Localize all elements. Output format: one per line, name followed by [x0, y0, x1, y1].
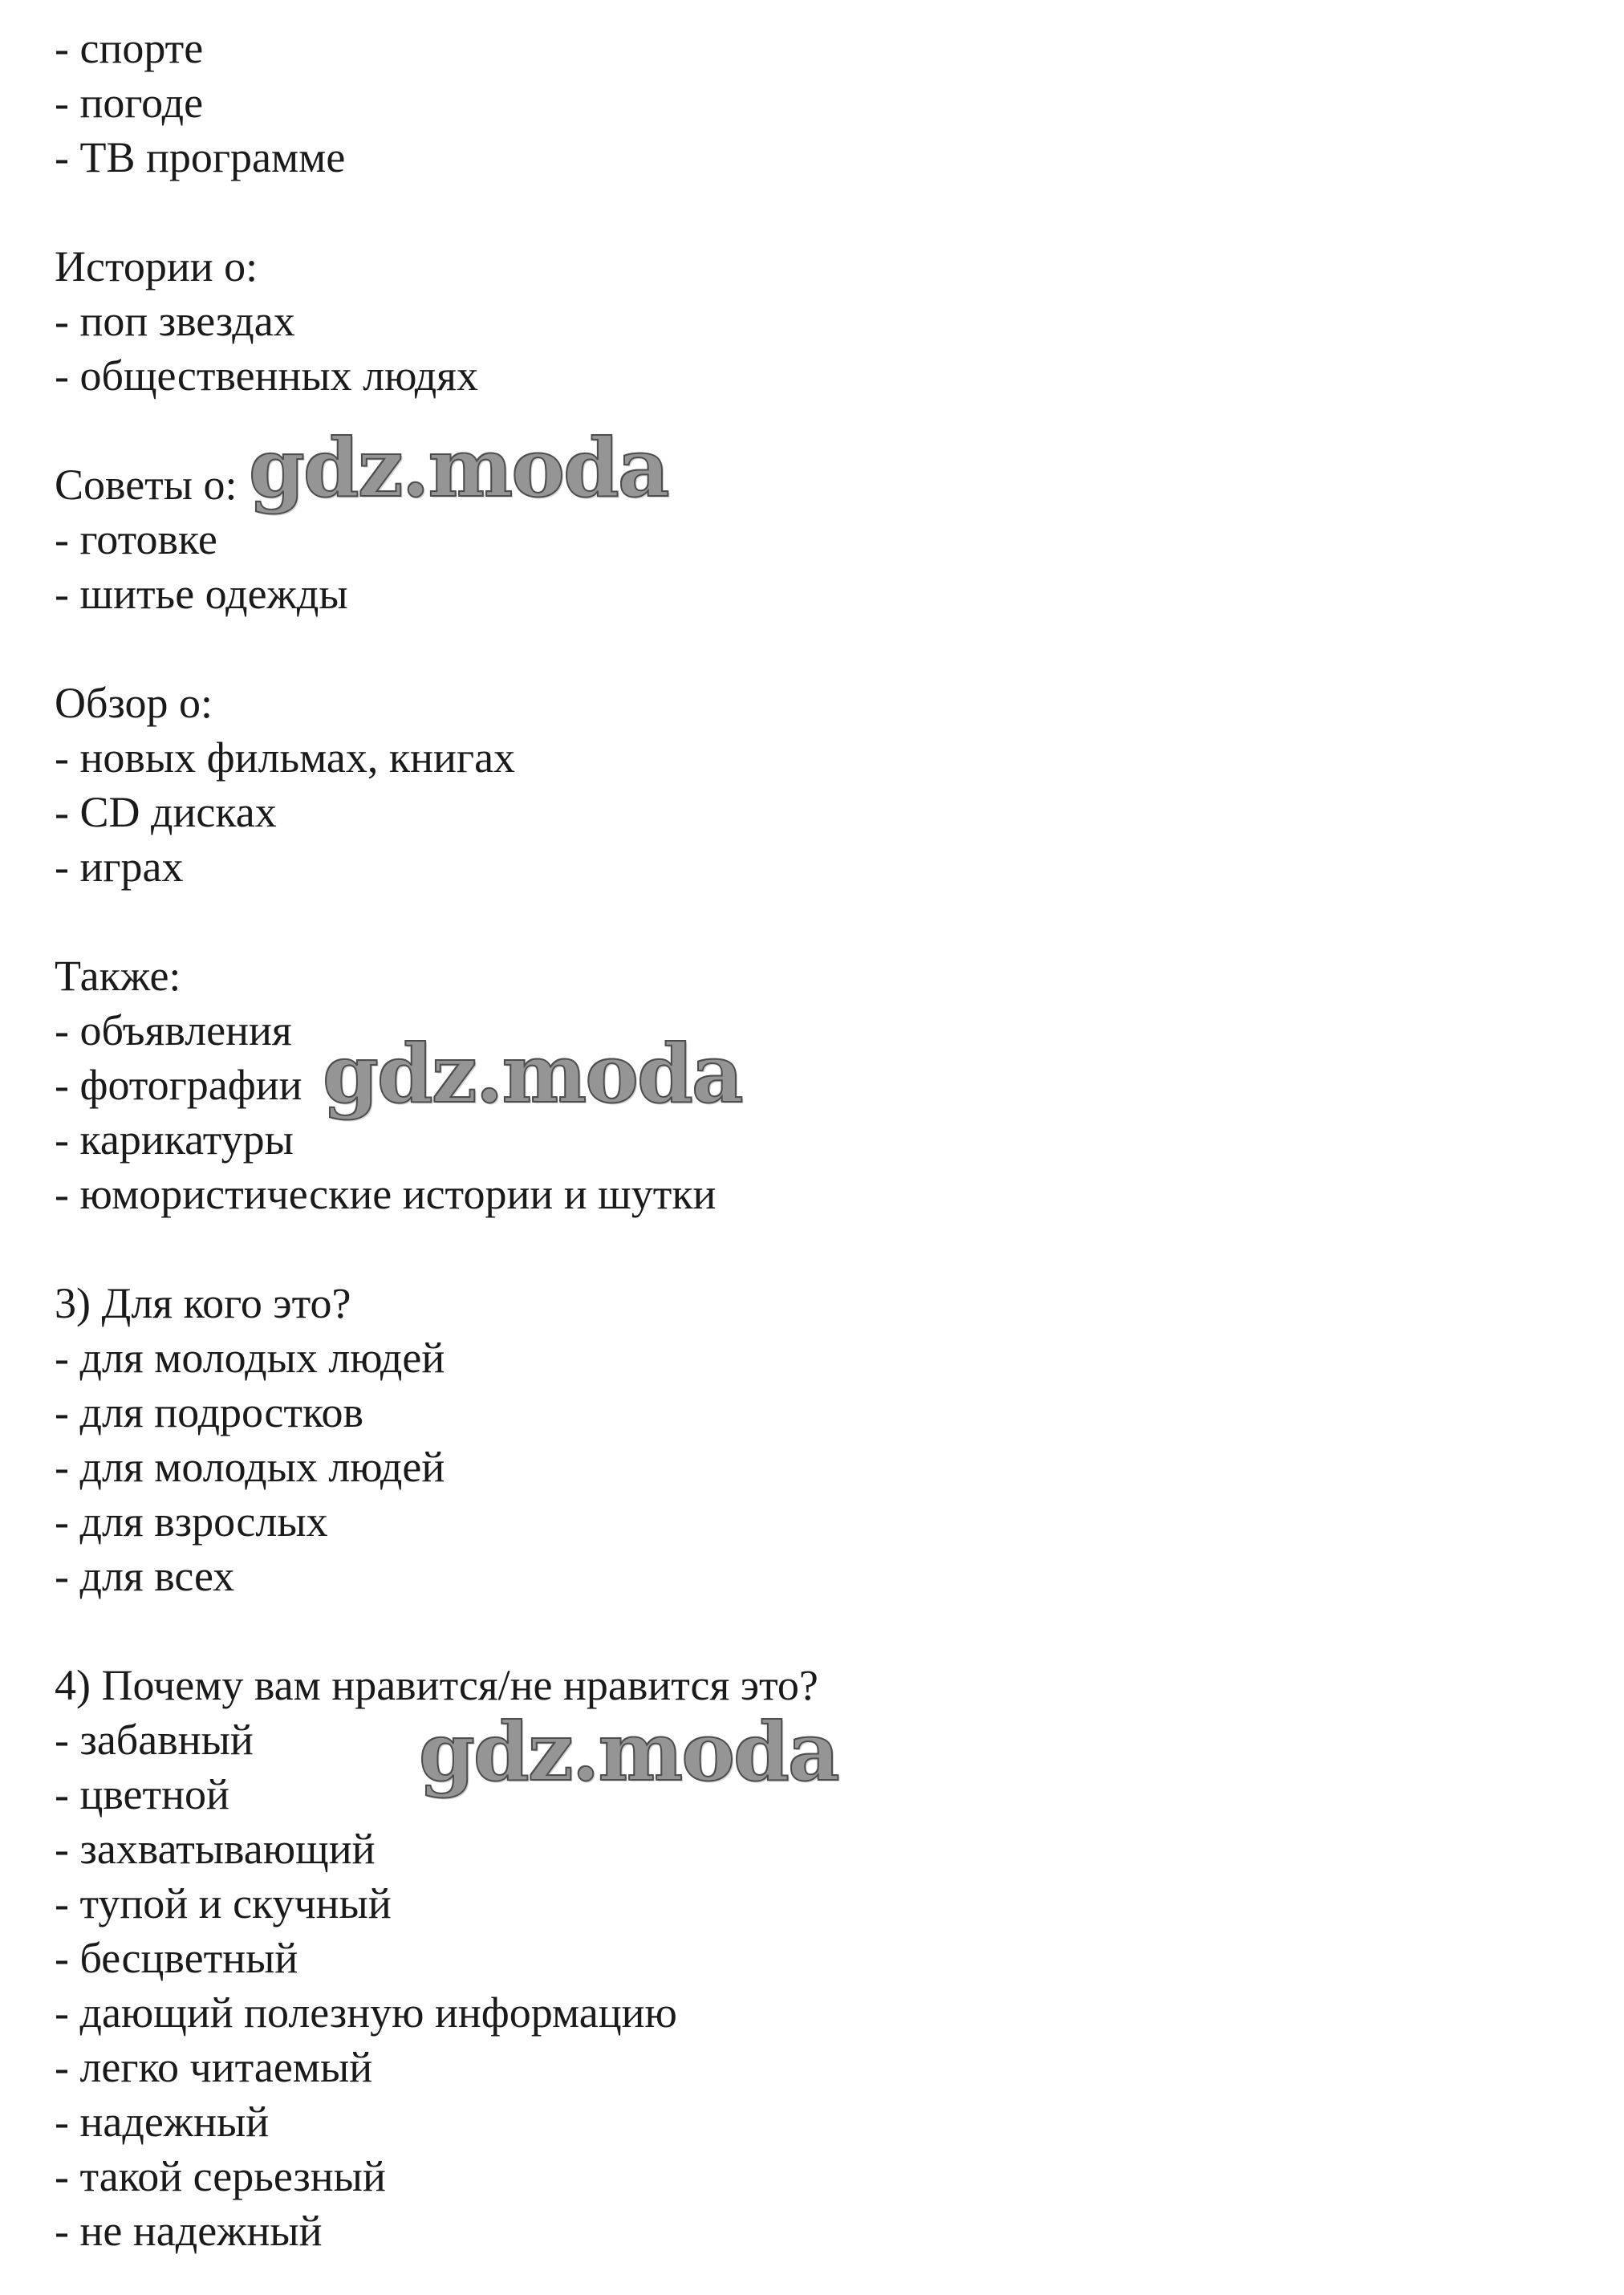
- list-item: - карикатуры: [55, 1115, 294, 1164]
- section-heading: 3) Для кого это?: [55, 1279, 351, 1327]
- list-item: - для взрослых: [55, 1497, 328, 1546]
- list-item: - для подростков: [55, 1388, 363, 1436]
- list-item: - легко читаемый: [55, 2043, 373, 2091]
- list-item: - тупой и скучный: [55, 1879, 392, 1927]
- list-item: - такой серьезный: [55, 2152, 386, 2200]
- watermark-logo: gdz.moda: [249, 420, 668, 515]
- list-item: - дающий полезную информацию: [55, 1988, 677, 2037]
- list-item: - забавный: [55, 1716, 254, 1764]
- section-heading: Советы о:: [55, 461, 238, 509]
- section-heading: Истории о:: [55, 242, 258, 290]
- list-item: - для молодых людей: [55, 1334, 445, 1382]
- list-item: - для всех: [55, 1552, 235, 1600]
- list-item: - играх: [55, 843, 184, 891]
- list-item: - объявления: [55, 1006, 292, 1054]
- section-heading: Также:: [55, 952, 181, 1000]
- list-item: - шитье одежды: [55, 570, 348, 618]
- list-item: - юмористические истории и шутки: [55, 1170, 717, 1218]
- list-item: - поп звездах: [55, 297, 295, 345]
- section-heading: 4) Почему вам нравится/не нравится это?: [55, 1661, 818, 1709]
- list-item: - надежный: [55, 2098, 270, 2146]
- list-item: - погоде: [55, 79, 204, 127]
- list-item: - ТВ программе: [55, 133, 346, 181]
- list-item: - цветной: [55, 1770, 229, 1818]
- list-item: - фотографии: [55, 1061, 302, 1109]
- list-item: - общественных людях: [55, 351, 479, 400]
- list-item: - не надежный: [55, 2207, 323, 2255]
- list-item: - захватывающий: [55, 1825, 376, 1873]
- watermark-logo: gdz.moda: [419, 1704, 838, 1799]
- list-item: - для молодых людей: [55, 1443, 445, 1491]
- list-item: - спорте: [55, 24, 204, 72]
- list-item: - готовке: [55, 515, 217, 563]
- watermark-logo: gdz.moda: [323, 1026, 742, 1121]
- list-item: - CD дисках: [55, 788, 277, 836]
- list-item: - новых фильмах, книгах: [55, 733, 516, 782]
- section-heading: Обзор о:: [55, 679, 213, 727]
- list-item: - бесцветный: [55, 1934, 298, 1982]
